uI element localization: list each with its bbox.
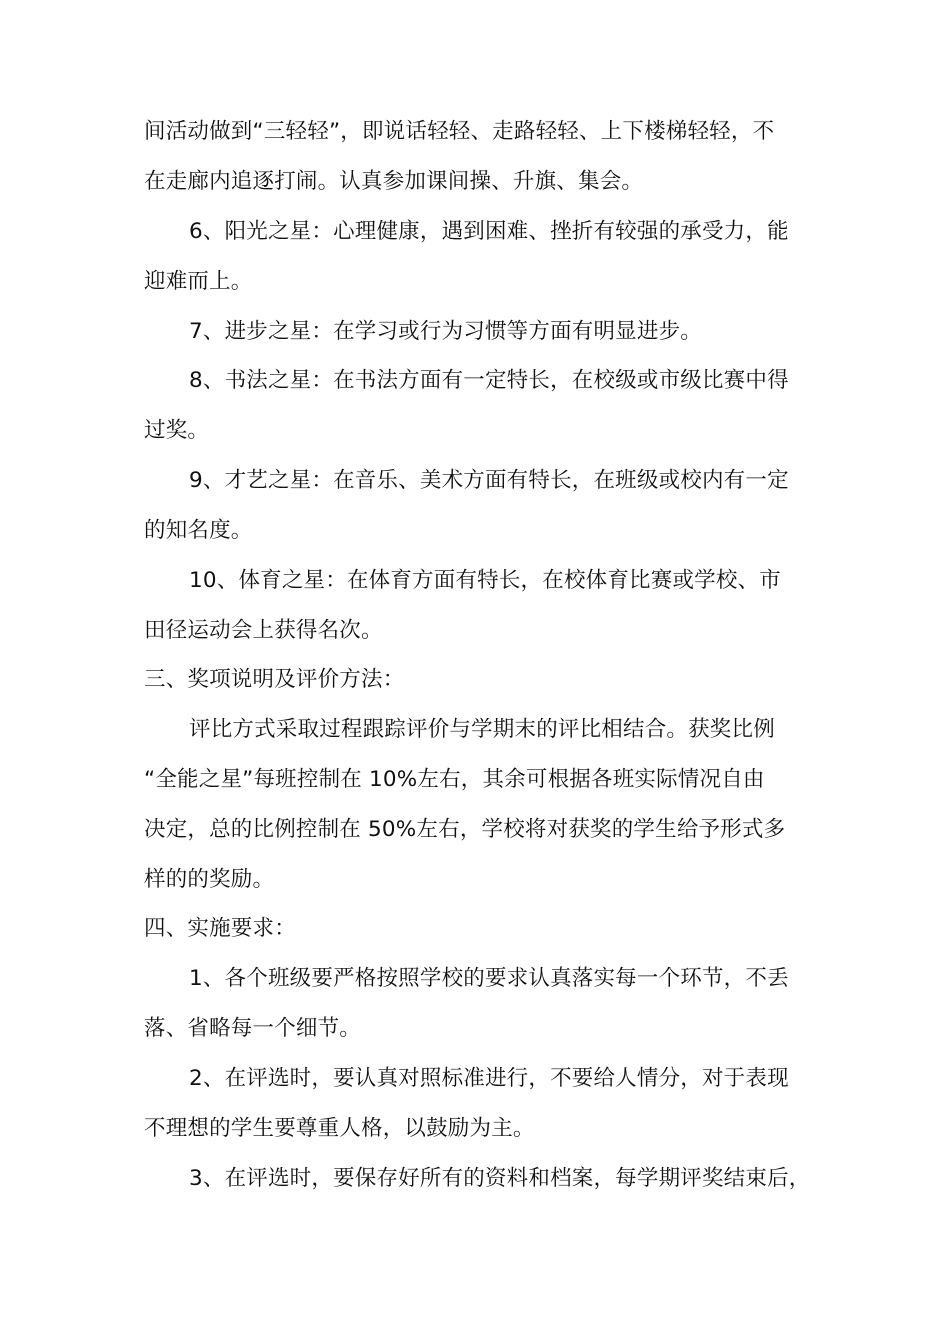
body-line: 落、省略每一个细节。 [144, 1016, 362, 1041]
body-line: 在走廊内追逐打闹。认真参加课间操、升旗、集会。 [144, 169, 644, 194]
list-item-line: 7、进步之星：在学习或行为习惯等方面有明显进步。 [189, 319, 702, 344]
body-line: 决定，总的比例控制在 50%左右，学校将对获奖的学生给予形式多 [144, 817, 786, 842]
body-line: 迎难而上。 [144, 269, 253, 294]
body-line: 田径运动会上获得名次。 [144, 618, 383, 643]
list-item-line: 9、才艺之星：在音乐、美术方面有特长，在班级或校内有一定 [189, 468, 789, 493]
list-item-line: 10、体育之星：在体育方面有特长，在校体育比赛或学校、市 [189, 568, 781, 593]
list-item-line: 3、在评选时，要保存好所有的资料和档案，每学期评奖结束后， [189, 1166, 811, 1191]
body-line: 过奖。 [144, 418, 210, 443]
body-line: 不理想的学生要尊重人格，以鼓励为主。 [144, 1116, 535, 1141]
list-item-line: 2、在评选时，要认真对照标准进行，不要给人情分，对于表现 [189, 1066, 789, 1091]
section-heading: 三、奖项说明及评价方法： [144, 667, 405, 692]
list-item-line: 8、书法之星：在书法方面有一定特长，在校级或市级比赛中得 [189, 368, 789, 393]
section-heading: 四、实施要求： [144, 916, 296, 941]
body-line: “全能之星”每班控制在 10%左右，其余可根据各班实际情况自由 [144, 767, 765, 792]
paragraph-first-line: 评比方式采取过程跟踪评价与学期末的评比相结合。获奖比例 [189, 717, 775, 742]
list-item-line: 1、各个班级要严格按照学校的要求认真落实每一个环节，不丢 [189, 966, 789, 991]
body-line: 的知名度。 [144, 518, 253, 543]
body-line: 间活动做到“三轻轻”，即说话轻轻、走路轻轻、上下楼梯轻轻，不 [144, 119, 775, 144]
list-item-line: 6、阳光之星：心理健康，遇到困难、挫折有较强的承受力，能 [189, 219, 789, 244]
body-line: 样的的奖励。 [144, 867, 275, 892]
